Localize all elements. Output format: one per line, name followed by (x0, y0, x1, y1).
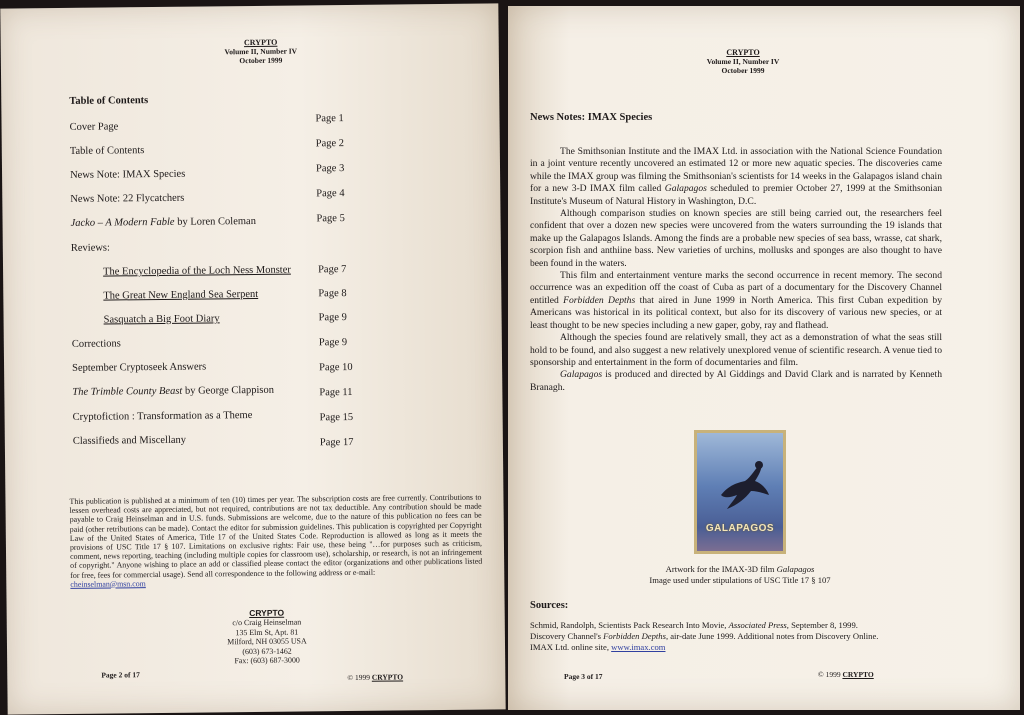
source-item (530, 631, 950, 642)
toc-entry-name: Cryptofiction : Transformation as a Theme (72, 410, 253, 423)
toc-entry-page: Page 8 (318, 288, 347, 300)
toc-entry-name: Corrections (71, 338, 121, 350)
right-page (508, 6, 1020, 710)
article-paragraph: Although comparison studies on known species are still being carried out, the researchers feel confident that over a dozen new species were uncovered from the waters surrounding the 19 islands that make up the Galapagos Islands. Among the finds are a probable new species of sea bass, wrasse, cat shark, scorpion fish and anthiine bass. New varieties of urchins, mollusks and sponges are also thought to have been found in the waters. (530, 208, 942, 269)
toc-entry-page: Page 1 (315, 113, 344, 125)
toc-entry-name (72, 385, 274, 398)
source-item (530, 620, 950, 631)
galapagos-poster-image (694, 430, 786, 554)
caption-film-title: Galapagos (776, 564, 815, 574)
toc-entry-italic: The Trimble County Beast (72, 385, 183, 398)
toc-entry-page: Page 9 (318, 337, 348, 349)
image-caption (618, 564, 862, 586)
page-number: Page 2 of 17 (101, 670, 140, 680)
left-page (0, 3, 505, 714)
editor-email-link[interactable]: cheinselman@msn.com (70, 578, 146, 589)
page-number: Page 3 of 17 (564, 672, 603, 681)
caption-line: Image used under stipulations of USC Title 17 § 107 (649, 575, 831, 585)
notice-text: This publication is published at a minimum of ten (10) times per year. The subscription costs are free currently. Contributions to lessen overhead costs are appreciated, but not required, contributions are not tax deductible. Any contribution should be made payable to Craig Heinselman and in U.S. funds. Submissions are welcome, due to the nature of this publication no fees can be paid (other retributions can be made). Contact the editor for submission guidelines. This publication is copyrighted per Copyright Law of the United States of America, Title 17 of the United States Code. Reproduction is allowed as long as it meets the provisions of USC Title 17 § 107. Limitations on exclusive rights: Fair use, these being "…for purposes such as criticism, comment, news reporting, teaching (including multiple copies for classroom use), scholarship, or research, is not an infringement of copyright." Anyone wishing to place an add or classified please contact the editor (organizations and other publications listed for free, fees for commercial usage). Send all correspondence to the following address or e-mail: (69, 492, 483, 580)
toc-entry-page: Page 17 (319, 436, 354, 449)
copyright-year: © 1999 (818, 670, 841, 679)
toc-entry-name (104, 313, 220, 325)
copyright-footer (347, 672, 403, 682)
caption-text: Artwork for the IMAX-3D film (665, 564, 777, 574)
address-line: 135 Elm St, Apt. 81 (235, 627, 299, 638)
toc-entry-page: Page 9 (318, 312, 347, 324)
toc-entry-page: Page 10 (319, 361, 353, 374)
toc-entry-name: News Note: 22 Flycatchers (70, 192, 185, 205)
copyright-footer (818, 670, 874, 679)
source-italic: Forbidden Depths (603, 631, 666, 642)
source-text: Discovery Channel's (530, 631, 604, 642)
volume-label: Volume II, Number IV (706, 57, 780, 66)
page-header (678, 48, 808, 75)
copyright-mag: CRYPTO (842, 670, 874, 679)
article-paragraph: Galapagos is produced and directed by Al Giddings and David Clark and is narrated by Kenneth Branagh. (530, 369, 942, 393)
toc-entry-name: Cover Page (69, 121, 119, 133)
source-text: Schmid, Randolph, Scientists Pack Research Into Movie, (530, 620, 729, 630)
toc-entry-page: Page 3 (315, 163, 345, 175)
volume-label: Volume II, Number IV (224, 46, 298, 57)
article-paragraph: The Smithsonian Institute and the IMAX Ltd. in association with the National Science Foundation in a joint venture recently uncovered an estimated 12 or more new aquatic species. The discoveries came while the IMAX group was filming the Smithsonian's scientists for 14 weeks in the Galapagos island chain for a new 3-D IMAX film called Galapagos scheduled to premier October 27, 1999 at the Smithsonian Institute's Museum of Natural History in Washington, D.C. (530, 146, 943, 207)
source-item (530, 642, 950, 653)
poster-title: GALAPAGOS (705, 523, 775, 534)
toc-entry-name: Table of Contents (69, 145, 145, 157)
toc-entry-page: Page 11 (319, 386, 353, 399)
sources-title: Sources: (530, 600, 569, 611)
imax-website-link[interactable]: www.imax.com (611, 642, 666, 653)
toc-entry-page: Page 2 (315, 138, 345, 150)
toc-entry-name: News Note: IMAX Species (70, 168, 186, 181)
caption-line (618, 564, 862, 575)
toc-entry-italic: Jacko – A Modern Fable (70, 216, 175, 229)
review-title: The Great New England Sea Serpent (103, 288, 259, 302)
mailing-address (197, 608, 338, 666)
source-text: , September 8, 1999. (786, 620, 858, 630)
toc-entry-page: Page 7 (318, 264, 347, 276)
toc-entry-name (103, 265, 291, 278)
fax: Fax: (603) 687-3000 (234, 655, 300, 666)
review-title: Sasquatch a Big Foot Diary (103, 313, 220, 326)
toc-entry-name (71, 216, 256, 229)
source-text: , air-date June 1999. Additional notes from Discovery Online. (665, 631, 879, 642)
toc-entry-name: Classifieds and Miscellany (72, 434, 187, 447)
issue-date: October 1999 (721, 66, 765, 75)
copyright-year: © 1999 (347, 672, 370, 683)
toc-entry-name: September Cryptoseek Answers (72, 361, 207, 374)
diver-silhouette-icon (715, 455, 771, 515)
toc-entry-rest: by Loren Coleman (174, 215, 256, 228)
address-name: CRYPTO (249, 607, 285, 619)
article-body (530, 146, 942, 394)
publication-notice (69, 493, 482, 589)
magazine-name: CRYPTO (243, 37, 278, 48)
source-text: IMAX Ltd. online site, (530, 642, 612, 653)
toc-entry-page: Page 15 (319, 411, 354, 424)
sources-list (530, 620, 950, 654)
copyright-mag: CRYPTO (371, 672, 404, 682)
article-title: News Notes: IMAX Species (530, 112, 653, 123)
toc-title: Table of Contents (69, 95, 149, 107)
page-header (201, 37, 321, 65)
magazine-name: CRYPTO (726, 48, 760, 57)
article-paragraph: This film and entertainment venture marks the second occurrence in recent memory. The second occurrence was an expedition off the coast of Cuba as part of a documentary for the Discovery Channel entitled Forbidden Depths that aired in June 1999 in North America. This first Cuban expedition by Americans was historical in its political context, but also for its discovery of various new species, or at least thought to be new species including a new gaper, goby, ray and flathead. (530, 270, 942, 331)
phone: (603) 673-1462 (242, 646, 292, 656)
toc-entry-rest: by George Clappison (182, 384, 275, 397)
toc-entry-page: Page 5 (316, 213, 345, 225)
address-line: Milford, NH 03055 USA (227, 636, 307, 647)
issue-date: October 1999 (239, 55, 283, 66)
source-italic: Associated Press (728, 620, 787, 630)
toc-entry-name (103, 289, 258, 302)
toc-entry-page: Page 4 (316, 188, 345, 200)
address-line: c/o Craig Heinselman (232, 617, 302, 628)
review-title: The Encyclopedia of the Loch Ness Monster (103, 264, 291, 278)
article-paragraph: Although the species found are relatively small, they act as a demonstration of what the seas still hold to be found, and also suggest a new relatively unexplored venue of scientific research. A venue tied to sponsorship and entertainment in the form of documentaries and film. (530, 332, 942, 368)
toc-section-label: Reviews: (70, 242, 110, 254)
